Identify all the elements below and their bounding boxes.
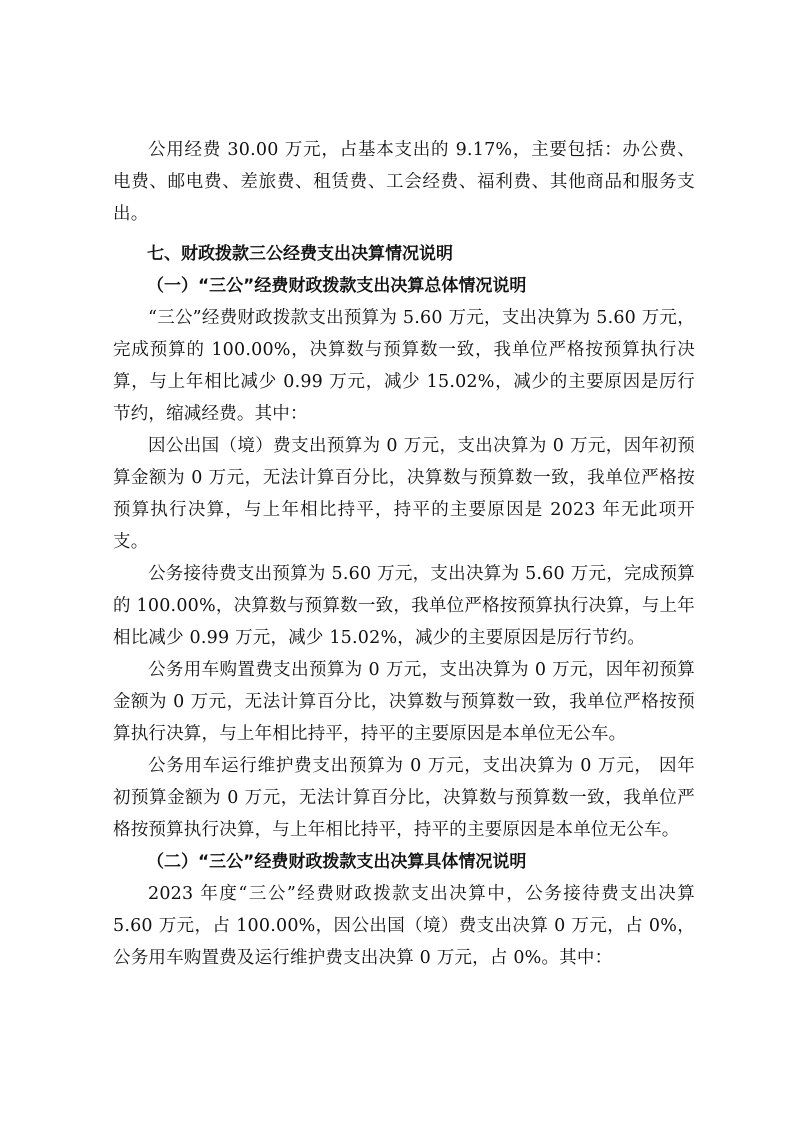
- paragraph-overview: “三公”经费财政拨款支出预算为 5.60 万元，支出决算为 5.60 万元，完成预算的 100.00%，决算数与预算数一致，我单位严格按预算执行决算，与上年相比减少 0.99 万元，减少 15.02%，减少的主要原因是厉行节约，缩减经费。其中：: [113, 308, 695, 424]
- paragraph-detail: 2023 年度“三公”经费财政拨款支出决算中，公务接待费支出决算 5.60 万元，占 100.00%，因公出国（境）费支出决算 0 万元，占 0%，公务用车购置费及运行维护费支出决算 0 万元，占 0%。其中：: [113, 884, 695, 968]
- paragraph-vehicle-purchase: 公务用车购置费支出预算为 0 万元，支出决算为 0 万元，因年初预算金额为 0 万元，无法计算百分比，决算数与预算数一致，我单位严格按预算执行决算，与上年相比持平，持平的主要原因是本单位无公车。: [113, 660, 695, 744]
- subsection-1-heading: （一）“三公”经费财政拨款支出决算总体情况说明: [147, 276, 527, 296]
- paragraph-public-expense: 公用经费 30.00 万元，占基本支出的 9.17%，主要包括：办公费、电费、邮电费、差旅费、租赁费、工会经费、福利费、其他商品和服务支出。: [113, 140, 695, 224]
- paragraph-abroad-expense: 因公出国（境）费支出预算为 0 万元，支出决算为 0 万元，因年初预算金额为 0 万元，无法计算百分比，决算数与预算数一致，我单位严格按预算执行决算，与上年相比持平，持平的主要原因是 2023 年无此项开支。: [113, 436, 695, 552]
- spacer: [113, 230, 695, 238]
- paragraph-reception-expense: 公务接待费支出预算为 5.60 万元，支出决算为 5.60 万元，完成预算的 100.00%，决算数与预算数一致，我单位严格按预算执行决算，与上年相比减少 0.99 万元，减少 15.02%，减少的主要原因是厉行节约。: [113, 564, 695, 648]
- section-7-heading: 七、财政拨款三公经费支出决算情况说明: [147, 244, 453, 264]
- paragraph-vehicle-operation: 公务用车运行维护费支出预算为 0 万元，支出决算为 0 万元， 因年初预算金额为 0 万元，无法计算百分比，决算数与预算数一致，我单位严格按预算执行决算，与上年相比持平，持平的主要原因是本单位无公车。: [113, 756, 695, 840]
- document-body: [113, 134, 695, 974]
- subsection-2-heading: （二）“三公”经费财政拨款支出决算具体情况说明: [147, 852, 527, 872]
